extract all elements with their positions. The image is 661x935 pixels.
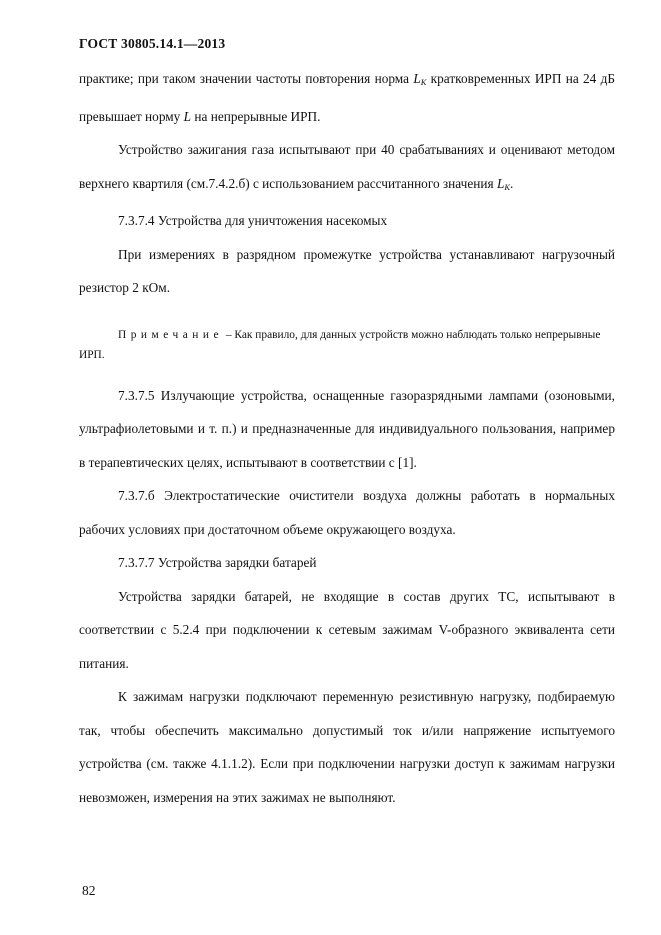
note-label: Примечание [118,328,224,341]
spacer [79,305,615,317]
paragraph-norm-continuation: практике; при таком значении частоты повторения норма $L_K$ кратковременных ИРП на 24 дБ превышает норму L на непрерывные ИРП. [79,71,616,124]
paragraph-7375: 7.3.7.5 Излучающие устройства, оснащенные газоразрядными лампами (озоновыми, ультрафиолетовыми и т. п.) и предназначенные для индивидуального пользования, например в терапевтических целях, испытывают в соответствии с [1]. [79,387,615,470]
paragraph-battery-chargers: Устройства зарядки батарей, не входящие в состав других ТС, испытывают в соответствии с 5.2.4 при подключении к сетевым зажимам V-образного эквивалента сети питания. [79,588,615,671]
paragraph-insect-devices: При измерениях в разрядном промежутке устройства устанавливают нагрузочный резистор 2 кОм. [79,246,615,295]
document-header: ГОСТ 30805.14.1—2013 [79,36,226,51]
paragraph-7376: 7.3.7.б Электростатические очистители воздуха должны работать в нормальных рабочих условиях при достаточном объеме окружающего воздуха. [79,488,615,537]
variable-subscript: K [504,181,511,192]
page-number: 82 [82,883,96,898]
variable-l: L [496,175,505,191]
page-body [79,62,615,814]
paragraph-load-terminals: К зажимам нагрузки подключают переменную резистивную нагрузку, подбираемую так, чтобы обеспечить максимально допустимый ток и/или напряжение испытуемого устройства (см. также 4.1.1.2). Если при подключении нагрузки доступ к зажимам нагрузки невозможен, измерения на этих зажимах не выполняют. [79,689,615,805]
variable-l: L [413,71,421,86]
note [79,325,615,365]
section-heading-7377: 7.3.7.7 Устройства зарядки батарей [118,555,317,570]
section-heading-7374: 7.3.7.4 Устройства для уничтожения насекомых [118,213,388,228]
variable-subscript: K [420,77,427,87]
variable-l: L [183,108,192,124]
paragraph-gas-ignition: Устройство зажигания газа испытывают при 40 срабатываниях и оценивают методом верхнего квартиля (см.7.4.2.б) с использованием рассчитанного значения $L_K$. [79,142,615,192]
note-text: – Как правило, для данных устройств можно наблюдать только непрерывные ИРП. [79,328,601,361]
